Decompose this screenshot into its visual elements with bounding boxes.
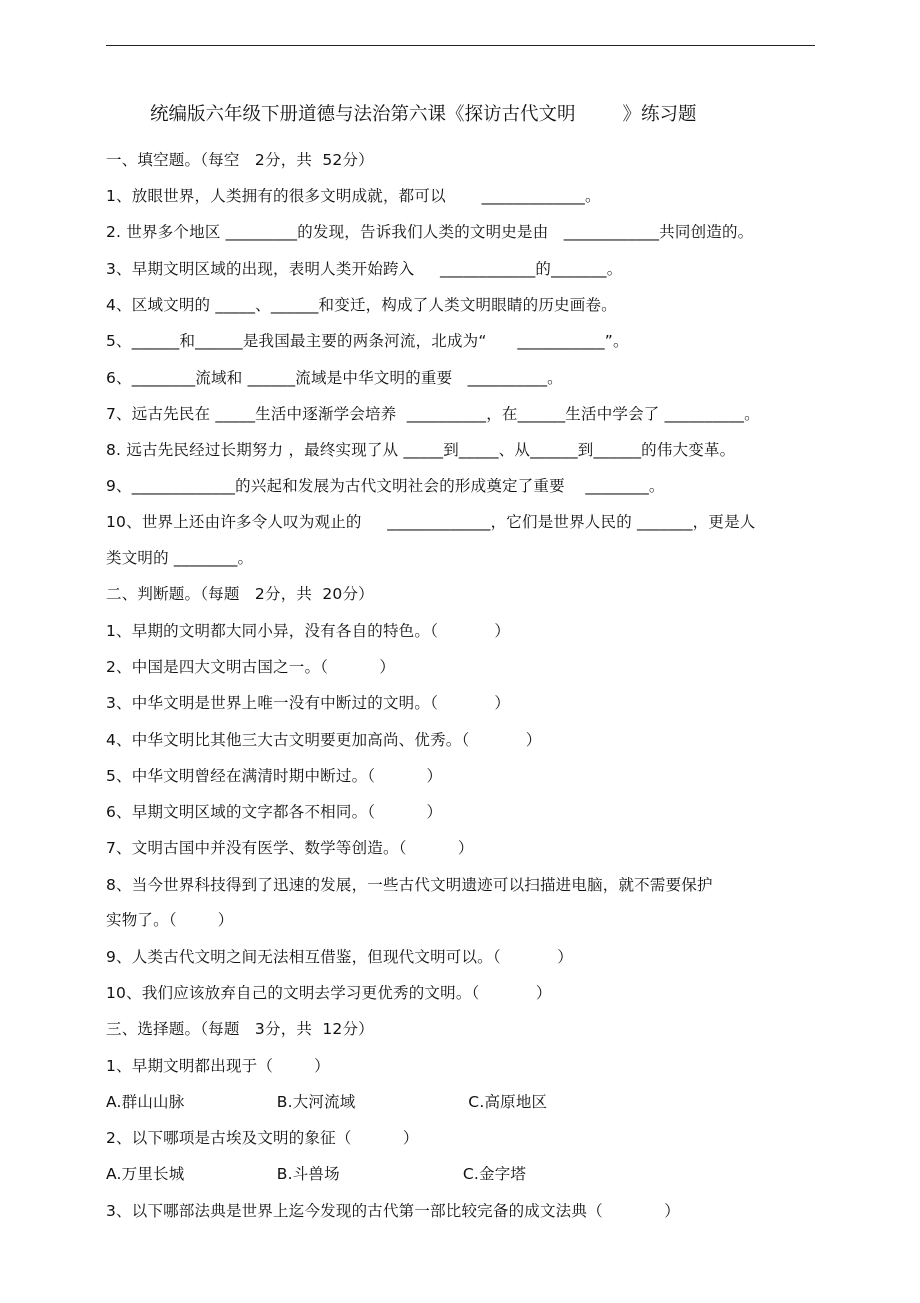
question-line: 5、______和______是我国最主要的两条河流，北成为“ ___________”。: [106, 332, 629, 350]
question-line: 9、人类古代文明之间无法相互借鉴，但现代文明可以。（ ）: [106, 948, 573, 966]
question-line: 2、以下哪项是古埃及文明的象征（ ）: [106, 1129, 419, 1147]
question-line: 3、以下哪部法典是世界上迄今发现的古代第一部比较完备的成文法典（ ）: [106, 1202, 680, 1220]
question-line: 10、我们应该放弃自己的文明去学习更优秀的文明。（ ）: [106, 984, 552, 1002]
question-line: 10、世界上还由许多令人叹为观止的 _____________，它们是世界人民的 _______，更是人: [106, 513, 756, 531]
question-line: 3、中华文明是世界上唯一没有中断过的文明。（ ）: [106, 694, 511, 712]
question-line: 9、_____________的兴起和发展为古代文明社会的形成奠定了重要 ________。: [106, 477, 665, 495]
section-heading-true-false: 二、判断题。（每题 2分，共 20分）: [106, 585, 374, 603]
question-line: 3、早期文明区域的出现，表明人类开始跨入 ____________的_______。: [106, 260, 623, 278]
question-line: 8. 远古先民经过长期努力 ，最终实现了从 _____到_____、从______到______的伟大变革。: [106, 441, 736, 459]
question-line: 4、区域文明的 _____、______和变迁，构成了人类文明眼睛的历史画卷。: [106, 296, 617, 314]
question-line: 4、中华文明比其他三大古文明要更加高尚、优秀。（ ）: [106, 731, 542, 749]
question-line: 5、中华文明曾经在满清时期中断过。（ ）: [106, 767, 443, 785]
question-line: 1、早期的文明都大同小异，没有各自的特色。（ ）: [106, 622, 511, 640]
question-line: 7、远古先民在 _____生活中逐渐学会培养 __________，在______生活中学会了 __________。: [106, 405, 760, 423]
question-line: 7、文明古国中并没有医学、数学等创造。（ ）: [106, 839, 474, 857]
question-line: 2. 世界多个地区 _________的发现，告诉我们人类的文明史是由 ____________共同创造的。: [106, 223, 754, 241]
question-line: 6、早期文明区域的文字都各不相同。（ ）: [106, 803, 443, 821]
question-line: 6、________流域和 ______流域是中华文明的重要 __________。: [106, 369, 563, 387]
question-line: 8、当今世界科技得到了迅速的发展，一些古代文明遗迹可以扫描进电脑，就不需要保护: [106, 876, 713, 894]
question-line-continued: 实物了。（ ）: [106, 911, 234, 929]
question-line: 2、中国是四大文明古国之一。（ ）: [106, 658, 396, 676]
answer-options: A.群山山脉 B.大河流域 C.高原地区: [106, 1093, 548, 1111]
question-line: 1、早期文明都出现于（ ）: [106, 1057, 330, 1075]
header-rule: [106, 45, 815, 46]
answer-options: A.万里长城 B.斗兽场 C.金字塔: [106, 1165, 527, 1183]
section-heading-fill-blank: 一、填空题。（每空 2分，共 52分）: [106, 151, 374, 169]
question-line-continued: 类文明的 ________。: [106, 549, 254, 567]
section-heading-multiple-choice: 三、选择题。（每题 3分，共 12分）: [106, 1020, 374, 1038]
question-line: 1、放眼世界，人类拥有的很多文明成就，都可以 _____________。: [106, 187, 601, 205]
page-title: 统编版六年级下册道德与法治第六课《探访古代文明 》练习题: [150, 104, 697, 125]
